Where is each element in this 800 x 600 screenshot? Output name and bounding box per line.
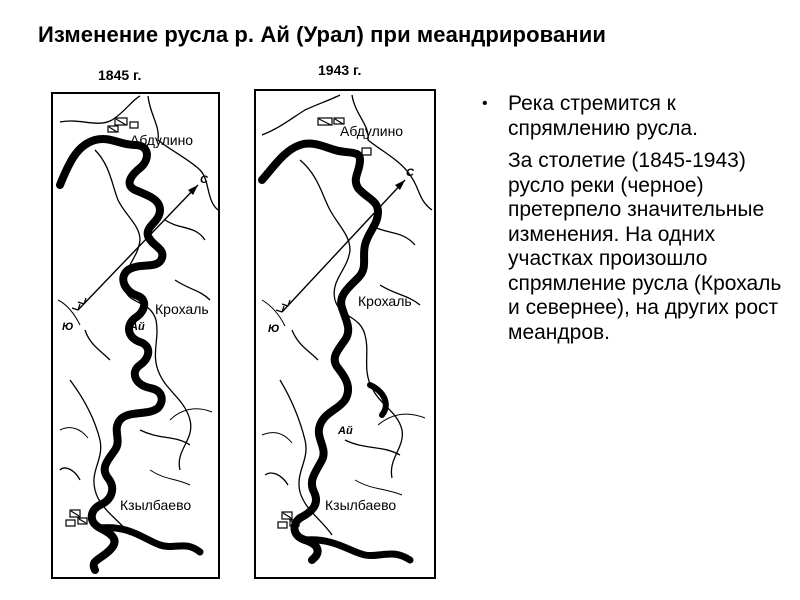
map-1943 [255, 62, 435, 578]
description-text [482, 92, 782, 345]
place-label-middle: Крохаль [358, 293, 412, 309]
bullet-item [482, 92, 782, 141]
bullet-line-1: Река стремится к спрямлению русла. [508, 92, 698, 140]
south-feather [276, 300, 290, 312]
village-kzylbaevo [66, 510, 87, 526]
river-name-label: Ай [338, 425, 353, 437]
map-year-label: 1845 г. [98, 67, 142, 83]
bullet-symbol: • [482, 95, 488, 112]
river-name-label: Ай [130, 321, 145, 333]
place-label-bottom: Кзылбаево [120, 497, 192, 513]
bullet-line-2: За столетие (1845-1943) русло реки (черное) претерпело значительные изменения. На одних участках произошло спрямление русла (Крохаль и севернее), на других рост меандров. [508, 149, 782, 344]
place-label-middle: Крохаль [155, 301, 209, 317]
place-label-top: Абдулино [130, 132, 194, 148]
north-south-axis [78, 185, 198, 310]
map-1845 [52, 67, 219, 578]
north-label: С [200, 174, 208, 186]
south-label: Ю [268, 323, 280, 335]
slide-title: Изменение русла р. Ай (Урал) при меандрировании [38, 22, 606, 47]
place-label-top: Абдулино [340, 123, 404, 139]
place-label-bottom: Кзылбаево [325, 497, 397, 513]
south-feather [72, 298, 86, 310]
village-kzylbaevo [278, 512, 299, 528]
south-label: Ю [62, 321, 74, 333]
oxbow-lake [370, 385, 386, 415]
map-year-label: 1943 г. [318, 62, 362, 78]
north-label: С [406, 167, 414, 179]
